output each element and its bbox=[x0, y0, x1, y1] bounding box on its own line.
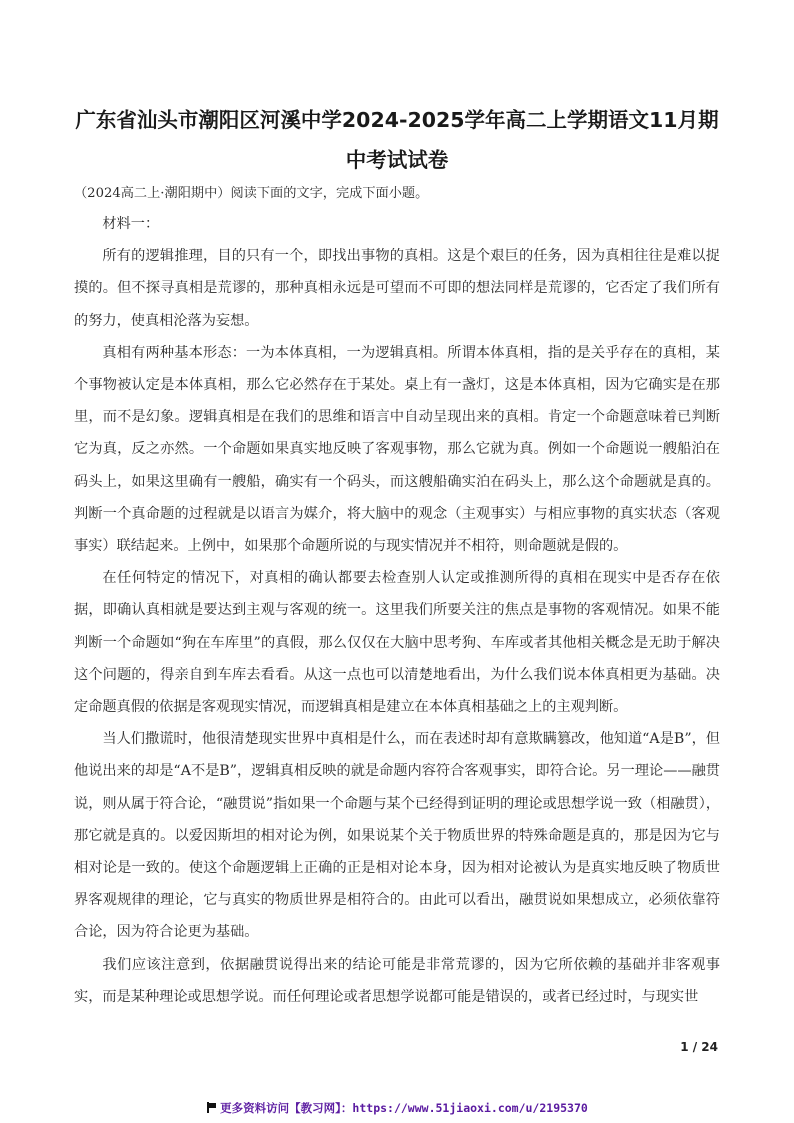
paragraph-2: 真相有两种基本形态：一为本体真相，一为逻辑真相。所谓本体真相，指的是关乎存在的真相，某个事物被认定是本体真相，那么它必然存在于某处。桌上有一盏灯，这是本体真相，因为它确实是在那里，而不是幻象。逻辑真相是在我们的思维和语言中自动呈现出来的真相。肯定一个命题意味着已判断它为真，反之亦然。一个命题如果真实地反映了客观事物，那么它就为真。例如一个命题说一艘船泊在码头上，如果这里确有一艘船，确实有一个码头，而这艘船确实泊在码头上，那么这个命题就是真的。判断一个真命题的过程就是以语言为媒介，将大脑中的观念（主观事实）与相应事物的真实状态（客观事实）联结起来。上例中，如果那个命题所说的与现实情况并不相符，则命题就是假的。 bbox=[74, 344, 720, 555]
source-line: （2024高二上·潮阳期中）阅读下面的文字，完成下面小题。 bbox=[74, 186, 429, 201]
document-body bbox=[74, 180, 720, 1013]
material-label: 材料一： bbox=[102, 216, 160, 232]
document-title: 广东省汕头市潮阳区河溪中学2024-2025学年高二上学期语文11月期中考试试卷 bbox=[75, 108, 719, 172]
flag-icon bbox=[206, 1102, 216, 1113]
paragraph-1: 所有的逻辑推理，目的只有一个，即找出事物的真相。这是个艰巨的任务，因为真相往往是难以捉摸的。但不探寻真相是荒谬的，那种真相永远是可望而不可即的想法同样是荒谬的，它否定了我们所有的努力，使真相沦落为妄想。 bbox=[74, 248, 720, 329]
footer-link[interactable] bbox=[0, 1100, 794, 1116]
paragraph-5: 我们应该注意到，依据融贯说得出来的结论可能是非常荒谬的，因为它所依赖的基础并非客观事实，而是某种理论或思想学说。而任何理论或者思想学说都可能是错误的，或者已经过时，与现实世 bbox=[74, 956, 720, 1005]
footer-text[interactable]: 更多资料访问【教习网】：https://www.51jiaoxi.com/u/2195370 bbox=[220, 1101, 588, 1115]
paragraph-4: 当人们撒谎时，他很清楚现实世界中真相是什么，而在表述时却有意欺瞒篡改，他知道“A是B”，但他说出来的却是“A不是B”，逻辑真相反映的就是命题内容符合客观事实，即符合论。另一理论——融贯说，则从属于符合论，“融贯说”指如果一个命题与某个已经得到证明的理论或思想学说一致（相融贯），那它就是真的。以爱因斯坦的相对论为例，如果说某个关于物质世界的特殊命题是真的，那是因为它与相对论是一致的。使这个命题逻辑上正确的正是相对论本身，因为相对论被认为是真实地反映了物质世界客观规律的理论，它与真实的物质世界是相符合的。由此可以看出，融贯说如果想成立，必须依靠符合论，因为符合论更为基础。 bbox=[74, 731, 720, 941]
paragraph-3: 在任何特定的情况下，对真相的确认都要去检查别人认定或推测所得的真相在现实中是否存在依据，即确认真相就是要达到主观与客观的统一。这里我们所要关注的焦点是事物的客观情况。如果不能判断一个命题如“狗在车库里”的真假，那么仅仅在大脑中思考狗、车库或者其他相关概念是无助于解决这个问题的，得亲自到车库去看看。从这一点也可以清楚地看出，为什么我们说本体真相更为基础。决定命题真假的依据是客观现实情况，而逻辑真相是建立在本体真相基础之上的主观判断。 bbox=[74, 570, 720, 716]
page-number: 1 / 24 bbox=[680, 1040, 718, 1054]
